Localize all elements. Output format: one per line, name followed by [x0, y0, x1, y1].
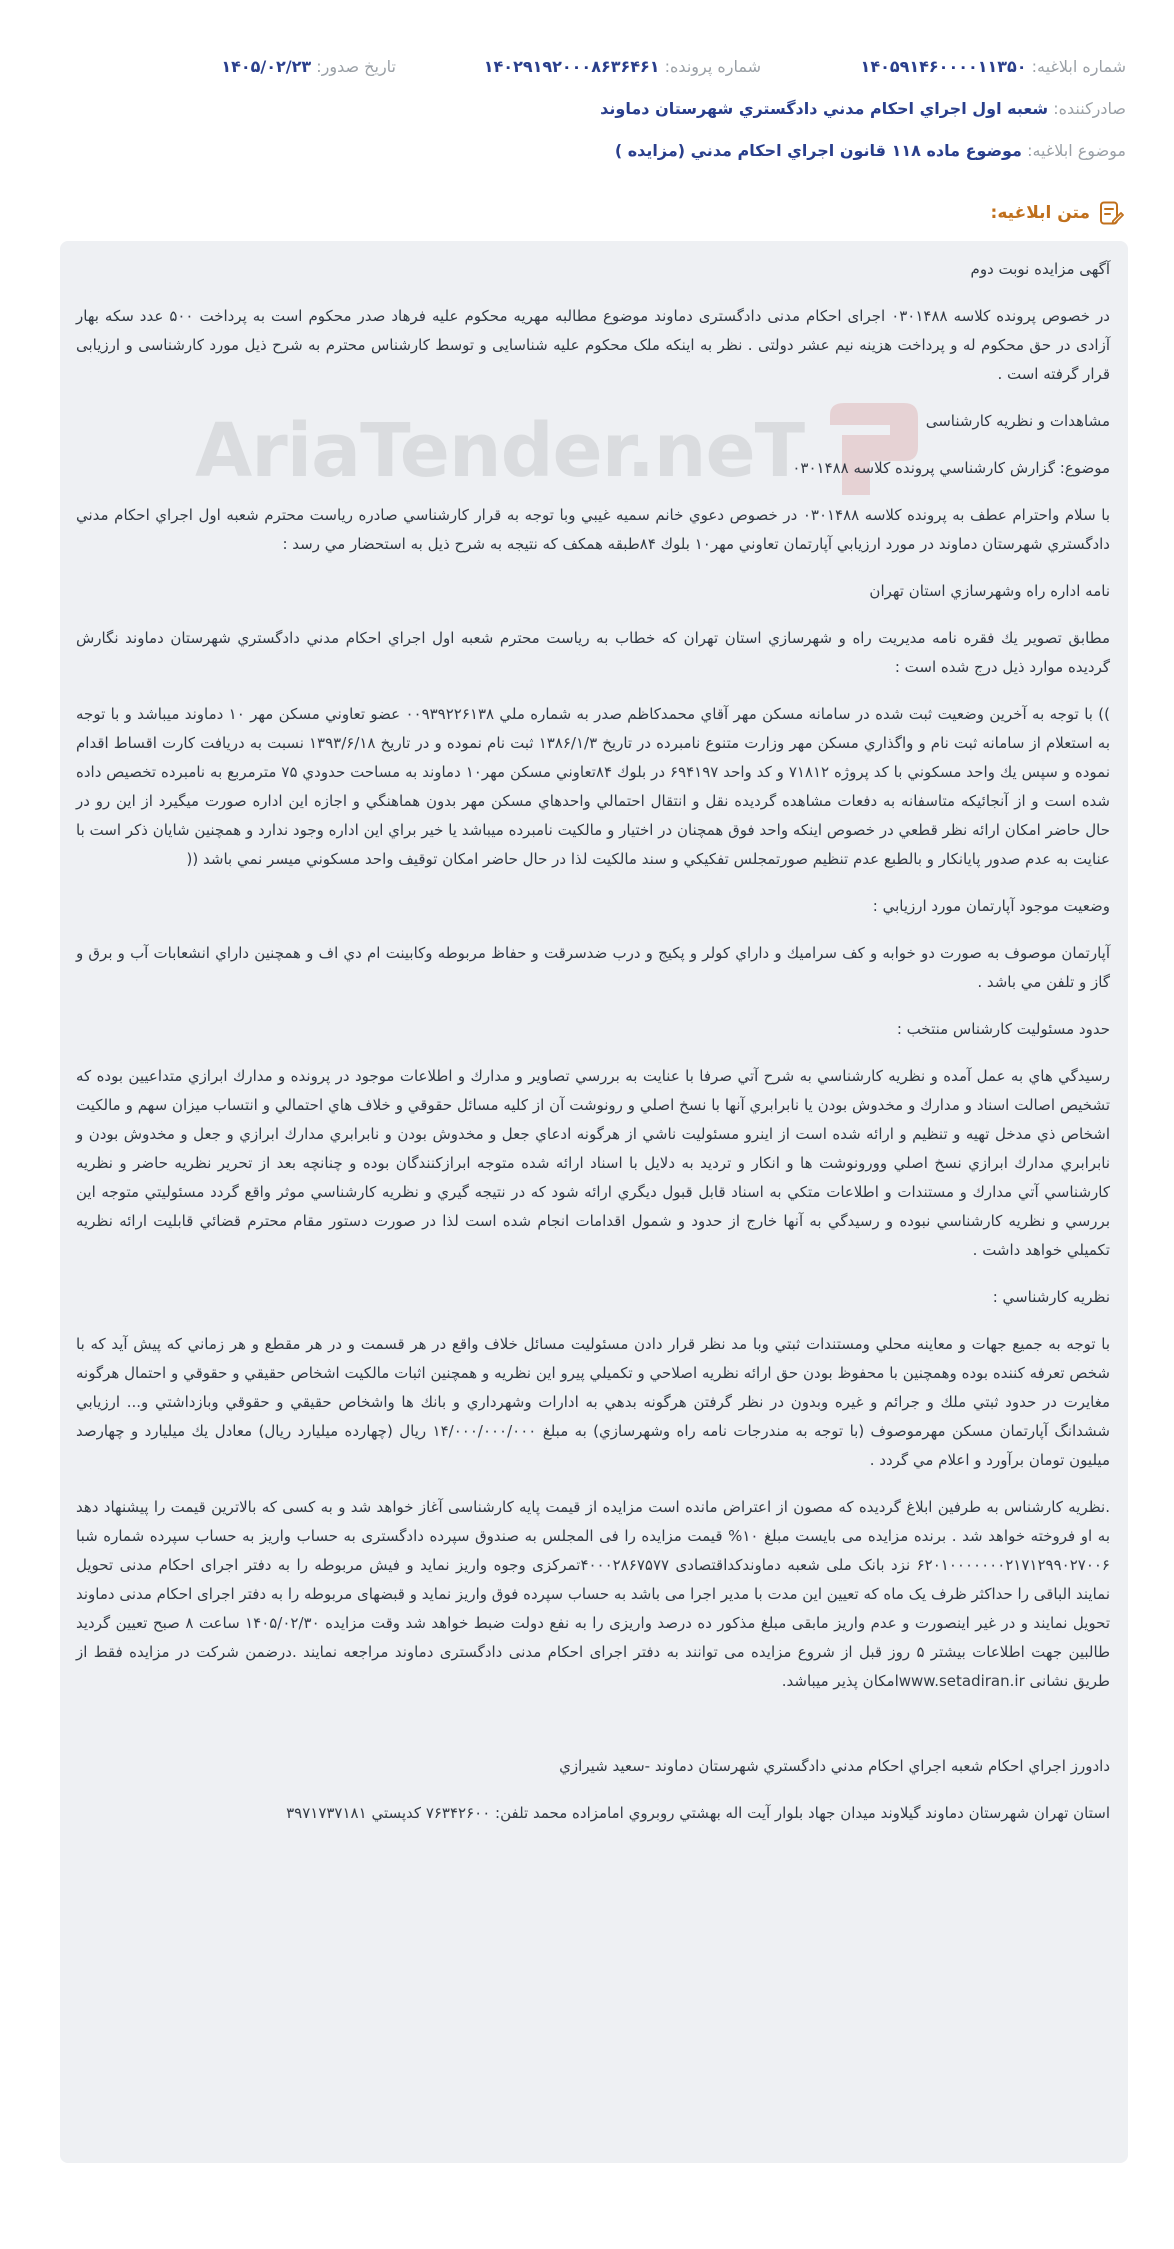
auction-terms: .نظريه کارشناس به طرفين ابلاغ گرديده که مصون از اعتراض مانده است مزايده از قيمت پايه کارشناسی آغاز خواهد شد و به کسی که بالاترين قيمت را پيشنهاد دهد به او فروخته خواهد شد . برنده مزايده می بايست مبلغ ۱۰% قيمت مزايده را فی المجلس به صندوق سپرده دادگستری به حساب واريز به حساب سپرده شماره شبا ۶۲۰۱۰۰۰۰۰۰۰۲۱۷۱۲۹۹۰۲۷۰۰۶ نزد بانک ملی شعبه دماوندکداقتصادی ۴۰۰۰۲۸۶۷۵۷۷تمرکزی وجوه واريز نمايد و فيش مربوطه را به دفتر اجرای احکام مدنی تحويل نمايند الباقی را حداکثر ظرف يک ماه که تعيين اين مدت با مدير اجرا می باشد به حساب سپرده فوق واريز نمايد و قبضهای مربوطه را به دفتر اجرای احکام مدنی دماوند تحويل نمايند و در غير اينصورت و عدم واريز مابقی مبلغ مذکور ده درصد واريزی را به نفع دولت ضبط خواهد شد وقت مزايده ۱۴۰۵/۰۲/۳۰ ساعت ۸ صبح تعيين گرديد طالبين جهت اطلاعات بيشتر ۵ روز قبل از شروع مزايده می توانند به دفتر اجرای احکام مدنی دادگستری دماوند مراجعه نمايند .درضمن شرکت در مزايده فقط از طريق نشانی www.setadiran.irامکان پذير ميباشد.: [75, 1498, 1111, 1690]
file-number: ۱۴۰۲۹۱۹۲۰۰۰۸۶۳۶۴۶۱: [483, 57, 660, 76]
notice-text-title: متن ابلاغيه:: [990, 203, 1090, 223]
subject-label: موضوع ابلاغيه:: [1027, 141, 1126, 160]
issuer-value: شعبه اول اجراي احكام مدني دادگستري شهرستان دماوند: [600, 99, 1049, 118]
notice-text-heading: [991, 200, 1124, 226]
subject-row: [40, 140, 1126, 162]
notice-body: [76, 255, 1110, 1846]
office-address: استان تهران شهرستان دماوند گيلاوند ميدان جهاد بلوار آيت اله بهشتي روبروي امامزاده محمد تلفن: ۷۶۳۴۲۶۰۰ كدپستي ۳۹۷۱۷۳۷۱۸۱: [286, 1804, 1110, 1822]
liability-text: رسيدگي هاي به عمل آمده و نظريه كارشناسي به شرح آتي صرفا با عنايت به بررسي تصاوير و مدارك و اطلاعات موجود در پرونده و مدارك ابرازي متداعيين بوده كه تشخيص اصالت اسناد و مدارك و مخدوش بودن يا نابرابري آنها با نسخ اصلي و رونوشت آن از كليه مسائل حقوقي و خلاف هاي احتمالي و انتساب ميزان سهم و مالكيت اشخاص ذي مدخل تهيه و تنظيم و ارائه شده است از اينرو مسئوليت ناشي از هرگونه ادعاي جعل و مخدوش بودن و نابرابري مدارك ابرازي و جعل و مخدوش بودن و نابرابري مدارك ابرازي نسخ اصلي وورونوشت ها و انكار و ترديد به دلايل با اسناد ارائه شده متوجه ابرازكنندگان بوده و چنانچه بعد از تحرير نظريه حاضر و نظريه كارشناسي آتي مدارك و مستندات و اطلاعات متكي به اسناد قابل قبول ديگري ارائه شود كه در نتيجه گيري و نظريه كارشناسي موثر واقع گردد مسئوليتي متوجه اين بررسي و نظريه كارشناسي نبوده و رسيدگي به آنها خارج از حدود و شمول اقدامات انجام شده است لذا در صورت دستور مقام محترم قضائي قابليت ارائه نظريه تكميلي خواهد داشت .: [76, 1067, 1110, 1259]
expert-opinion-title: نظريه كارشناسي :: [992, 1288, 1110, 1306]
issue-date-label: تاريخ صدور:: [316, 57, 396, 76]
case-summary: در خصوص پرونده کلاسه ۰۳۰۱۴۸۸ اجرای احکام مدنی دادگستری دماوند موضوع مطالبه مهریه محکوم علیه فرهاد صدر محکوم است به پرداخت ۵۰۰ عدد سکه بهار آزادی در حق محکوم له و پرداخت هزینه نیم عشر دولتی . نظر به اینکه ملک محکوم علیه شناسایی و توسط کارشناس محترم به شرح ذیل مورد کارشناسی و ارزیابی قرار گرفته است .: [76, 307, 1110, 383]
expert-opinion: با توجه به جميع جهات و معاينه محلي ومستندات ثبتي وبا مد نظر قرار دادن مسئوليت مسائل خلاف واقع در هر قسمت و در هر مقطع و هر زماني كه پيش آيد كه با شخص تعرفه كننده بوده وهمچنين با محفوظ بودن حق ارائه نظريه اصلاحي و تكميلي پيرو اين نظريه و همچنين اثبات مالكيت اشخاص حقيقي و حقوقي و احتمال هرگونه مغايرت در حدود ثبتي ملك و جرائم و غيره وبدون در نظر گرفتن هرگونه بدهي به ادارات وشهرداري و بانك ها واشخاص حقيقي و حقوقي وبازداشتي و... ارزيابي ششدانگ آپارتمان مسكن مهرموصوف (با توجه به مندرجات نامه راه وشهرسازي) به مبلغ ۱۴/۰۰۰/۰۰۰/۰۰۰ ريال (چهارده ميليارد ريال) معادل يك ميليارد و چهارصد ميليون تومان برآورد و اعلام مي گردد .: [76, 1335, 1110, 1469]
apartment-status: آپارتمان موصوف به صورت دو خوابه و كف سراميك و داراي كولر و پكيج و درب ضدسرقت و حفاظ مربوطه وكابينت ام دي اف و همچنين داراي انشعابات آب و برق و گاز و تلفن مي باشد .: [76, 944, 1110, 991]
file-number-field: [484, 56, 761, 78]
document-edit-icon: [1098, 200, 1124, 226]
issuer-label: صادرکننده:: [1053, 99, 1126, 118]
subject-value: موضوع ماده ۱۱۸ قانون اجراي احكام مدني (مزايده ): [614, 141, 1022, 160]
letter-intro: مطابق تصوير يك فقره نامه مديريت راه و شهرسازي استان تهران كه خطاب به رياست محترم شعبه اول اجراي احكام مدني دادگستري شهرستان دماوند نگارش گرديده موارد ذيل درج شده است :: [76, 629, 1110, 676]
issuer-row: [40, 98, 1126, 120]
letter-content: )) با توجه به آخرين وضعيت ثبت شده در سامانه مسكن مهر آقاي محمدكاظم صدر به شماره ملي ۰۰۹۳۹۲۲۶۱۳۸ عضو تعاوني مسكن مهر ۱۰ دماوند ميباشد و با توجه به استعلام از سامانه ثبت نام و واگذاري مسكن مهر وزارت متنوع نامبرده در تاريخ ۱۳۸۶/۱/۳ ثبت نام نموده و در تاريخ ۱۳۹۳/۶/۱۸ نسبت به دريافت كارت اقساط اقدام نموده و سپس يك واحد مسكوني با كد پروژه ۷۱۸۱۲ و كد واحد ۶۹۴۱۹۷ در بلوك ۸۴تعاوني مسكن مهر۱۰ دماوند به مساحت حدودي ۷۵ مترمربع به نامبرده تخصيص داده شده است و از آنجائيكه متاسفانه به دفعات مشاهده گرديده نقل و انتقال احتمالي واحدهاي مسكن مهر بدون هماهنگي و اجازه اين اداره صورت ميگيرد از اين رو در حال حاضر امكان ارائه نظر قطعي در خصوص اينكه واحد فوق همچنان در اختيار و مالكيت نامبرده ميباشد يا خير براي اين اداره وجود ندارد و همچنين شايان ذكر است با عنايت به عدم صدور پايانكار و بالطبع عدم تنظيم صورتمجلس تفكيكي و سند مالكيت لذا در حال حاضر امكان توقيف واحد مسكوني ميسر نمي باشد ((: [76, 705, 1111, 868]
expert-section-title: مشاهدات و نظریه کارشناسی: [925, 412, 1110, 430]
auction-title: آگهی مزایده نوبت دوم: [970, 260, 1110, 278]
issue-date-field: [221, 56, 396, 78]
notice-number-label: شماره ابلاغيه:: [1031, 57, 1126, 76]
report-intro: با سلام واحترام عطف به پرونده كلاسه ۰۳۰۱۴۸۸ در خصوص دعوي خانم سميه غيبي وبا توجه به قرار كارشناسي صادره رياست محترم شعبه اول اجراي احكام مدني دادگستري شهرستان دماوند در مورد ارزيابي آپارتمان تعاوني مهر۱۰ بلوك ۸۴طبقه همكف كه نتيجه به شرح ذيل به استحضار مي رسد :: [76, 506, 1110, 553]
signatory: دادورز اجراي احكام شعبه اجراي احكام مدني دادگستري شهرستان دماوند -سعيد شيرازي: [559, 1757, 1110, 1775]
issue-date: ۱۴۰۵/۰۲/۲۳: [221, 57, 312, 76]
file-number-label: شماره پرونده:: [664, 57, 761, 76]
report-subject: موضوع: گزارش كارشناسي پرونده كلاسه ۰۳۰۱۴۸۸: [792, 459, 1110, 477]
notice-number: ۱۴۰۵۹۱۴۶۰۰۰۰۱۱۳۵۰: [860, 57, 1027, 76]
apartment-status-title: وضعيت موجود آپارتمان مورد ارزيابي :: [872, 897, 1110, 915]
liability-title: حدود مسئوليت كارشناس منتخب :: [896, 1020, 1110, 1038]
notice-number-field: [861, 56, 1126, 78]
letter-title: نامه اداره راه وشهرسازي استان تهران: [869, 582, 1110, 600]
